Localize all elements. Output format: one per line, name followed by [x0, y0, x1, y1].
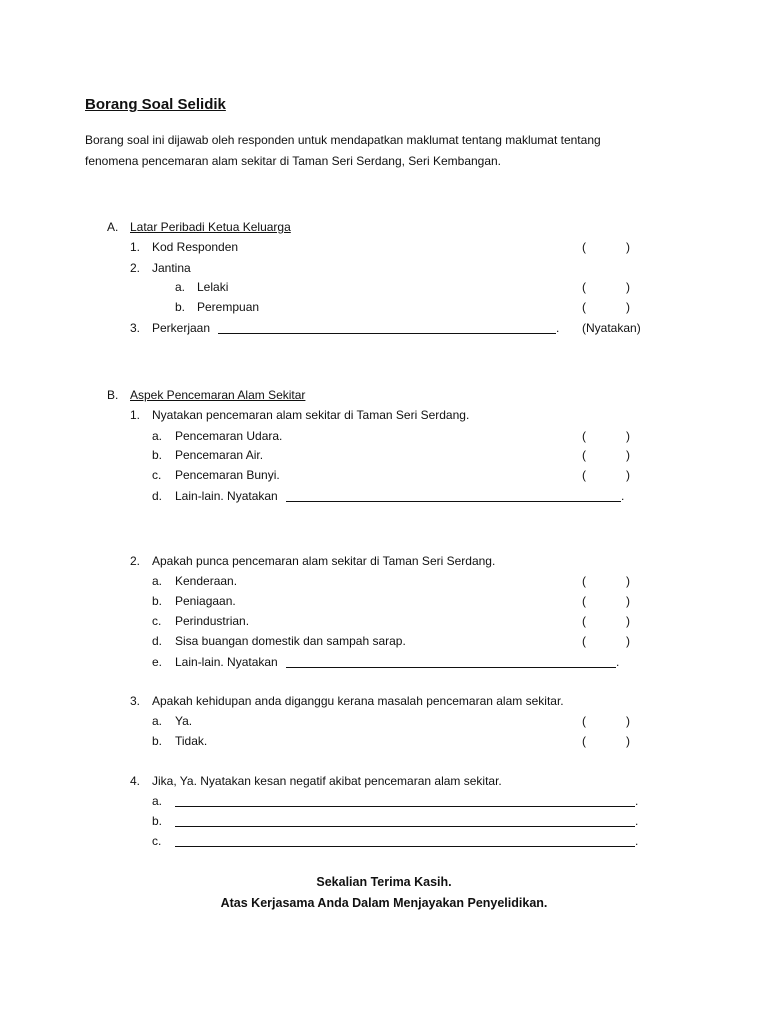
b-q4c-answer-line[interactable] — [175, 835, 635, 847]
b-q1b-letter: b. — [152, 448, 163, 462]
b-q3-number: 3. — [130, 694, 141, 708]
a-q1-number: 1. — [130, 240, 141, 254]
b-q3b-paren-close: ) — [626, 734, 630, 748]
b-q3b-letter: b. — [152, 734, 163, 748]
b-q3a-paren-close: ) — [626, 714, 630, 728]
b-q2c-letter: c. — [152, 614, 162, 628]
b-q2a-paren-open: ( — [582, 574, 586, 588]
section-b-title: Aspek Pencemaran Alam Sekitar — [130, 388, 306, 402]
b-q4b-letter: b. — [152, 814, 163, 828]
a-q3-text: Perkerjaan — [152, 321, 211, 335]
a-q3-period: . — [556, 321, 560, 335]
b-q2d-paren-close: ) — [626, 634, 630, 648]
a-q2a-letter: a. — [175, 280, 186, 294]
a-q3-number: 3. — [130, 321, 141, 335]
b-q4a-answer-line[interactable] — [175, 795, 635, 807]
a-q2a-paren-open: ( — [582, 280, 586, 294]
b-q1c-text: Pencemaran Bunyi. — [175, 468, 280, 482]
b-q1b-text: Pencemaran Air. — [175, 448, 264, 462]
section-b-letter: B. — [107, 388, 119, 402]
b-q3-text: Apakah kehidupan anda diganggu kerana masalah pencemaran alam sekitar. — [152, 694, 564, 708]
b-q2c-paren-open: ( — [582, 614, 586, 628]
b-q2d-letter: d. — [152, 634, 163, 648]
b-q1a-paren-open: ( — [582, 429, 586, 443]
b-q2d-paren-open: ( — [582, 634, 586, 648]
b-q3a-paren-open: ( — [582, 714, 586, 728]
b-q2b-text: Peniagaan. — [175, 594, 236, 608]
b-q4a-letter: a. — [152, 794, 163, 808]
b-q2e-text: Lain-lain. Nyatakan — [175, 655, 278, 669]
b-q1d-period: . — [621, 489, 625, 503]
a-q2-text: Jantina — [152, 261, 191, 275]
b-q3b-paren-open: ( — [582, 734, 586, 748]
b-q3a-letter: a. — [152, 714, 163, 728]
b-q2c-text: Perindustrian. — [175, 614, 250, 628]
b-q2c-paren-close: ) — [626, 614, 630, 628]
closing-appreciation: Atas Kerjasama Anda Dalam Menjayakan Penyelidikan. — [220, 896, 548, 910]
a-q2b-paren-close: ) — [626, 300, 630, 314]
b-q2a-letter: a. — [152, 574, 163, 588]
b-q1c-paren-open: ( — [582, 468, 586, 482]
section-a-title: Latar Peribadi Ketua Keluarga — [130, 220, 291, 234]
b-q2e-answer-line[interactable] — [286, 656, 616, 668]
b-q2e-period: . — [616, 655, 620, 669]
a-q1-text: Kod Responden — [152, 240, 239, 254]
intro-line-1: Borang soal ini dijawab oleh responden untuk mendapatkan maklumat tentang maklumat tentang — [85, 133, 601, 147]
section-a-letter: A. — [107, 220, 119, 234]
a-q1-paren-open: ( — [582, 240, 586, 254]
a-q3-answer-line[interactable] — [218, 322, 556, 334]
b-q4b-period: . — [635, 814, 639, 828]
b-q1d-text: Lain-lain. Nyatakan — [175, 489, 278, 503]
b-q4a-period: . — [635, 794, 639, 808]
intro-line-2: fenomena pencemaran alam sekitar di Taman Seri Serdang, Seri Kembangan. — [85, 154, 502, 168]
b-q1d-answer-line[interactable] — [286, 490, 621, 502]
closing-thanks: Sekalian Terima Kasih. — [316, 875, 452, 889]
a-q1-paren-close: ) — [626, 240, 630, 254]
b-q2e-letter: e. — [152, 655, 163, 669]
b-q1b-paren-open: ( — [582, 448, 586, 462]
b-q1b-paren-close: ) — [626, 448, 630, 462]
a-q2b-paren-open: ( — [582, 300, 586, 314]
b-q2b-letter: b. — [152, 594, 163, 608]
b-q1-number: 1. — [130, 408, 141, 422]
b-q1d-letter: d. — [152, 489, 163, 503]
a-q3-suffix: (Nyatakan) — [582, 321, 641, 335]
a-q2a-text: Lelaki — [197, 280, 229, 294]
b-q2d-text: Sisa buangan domestik dan sampah sarap. — [175, 634, 406, 648]
a-q2b-letter: b. — [175, 300, 186, 314]
b-q1c-paren-close: ) — [626, 468, 630, 482]
a-q2b-text: Perempuan — [197, 300, 260, 314]
b-q4b-answer-line[interactable] — [175, 815, 635, 827]
b-q1-text: Nyatakan pencemaran alam sekitar di Taman Seri Serdang. — [152, 408, 470, 422]
b-q4c-period: . — [635, 834, 639, 848]
b-q2-number: 2. — [130, 554, 141, 568]
a-q2-number: 2. — [130, 261, 141, 275]
b-q1a-paren-close: ) — [626, 429, 630, 443]
b-q3a-text: Ya. — [175, 714, 193, 728]
b-q2-text: Apakah punca pencemaran alam sekitar di Taman Seri Serdang. — [152, 554, 496, 568]
b-q4-number: 4. — [130, 774, 141, 788]
b-q2a-text: Kenderaan. — [175, 574, 238, 588]
b-q4c-letter: c. — [152, 834, 162, 848]
b-q1a-text: Pencemaran Udara. — [175, 429, 283, 443]
b-q2b-paren-close: ) — [626, 594, 630, 608]
a-q2a-paren-close: ) — [626, 280, 630, 294]
b-q1a-letter: a. — [152, 429, 163, 443]
b-q2b-paren-open: ( — [582, 594, 586, 608]
b-q2a-paren-close: ) — [626, 574, 630, 588]
b-q3b-text: Tidak. — [175, 734, 208, 748]
b-q1c-letter: c. — [152, 468, 162, 482]
b-q4-text: Jika, Ya. Nyatakan kesan negatif akibat pencemaran alam sekitar. — [152, 774, 502, 788]
page-title: Borang Soal Selidik — [85, 96, 226, 113]
